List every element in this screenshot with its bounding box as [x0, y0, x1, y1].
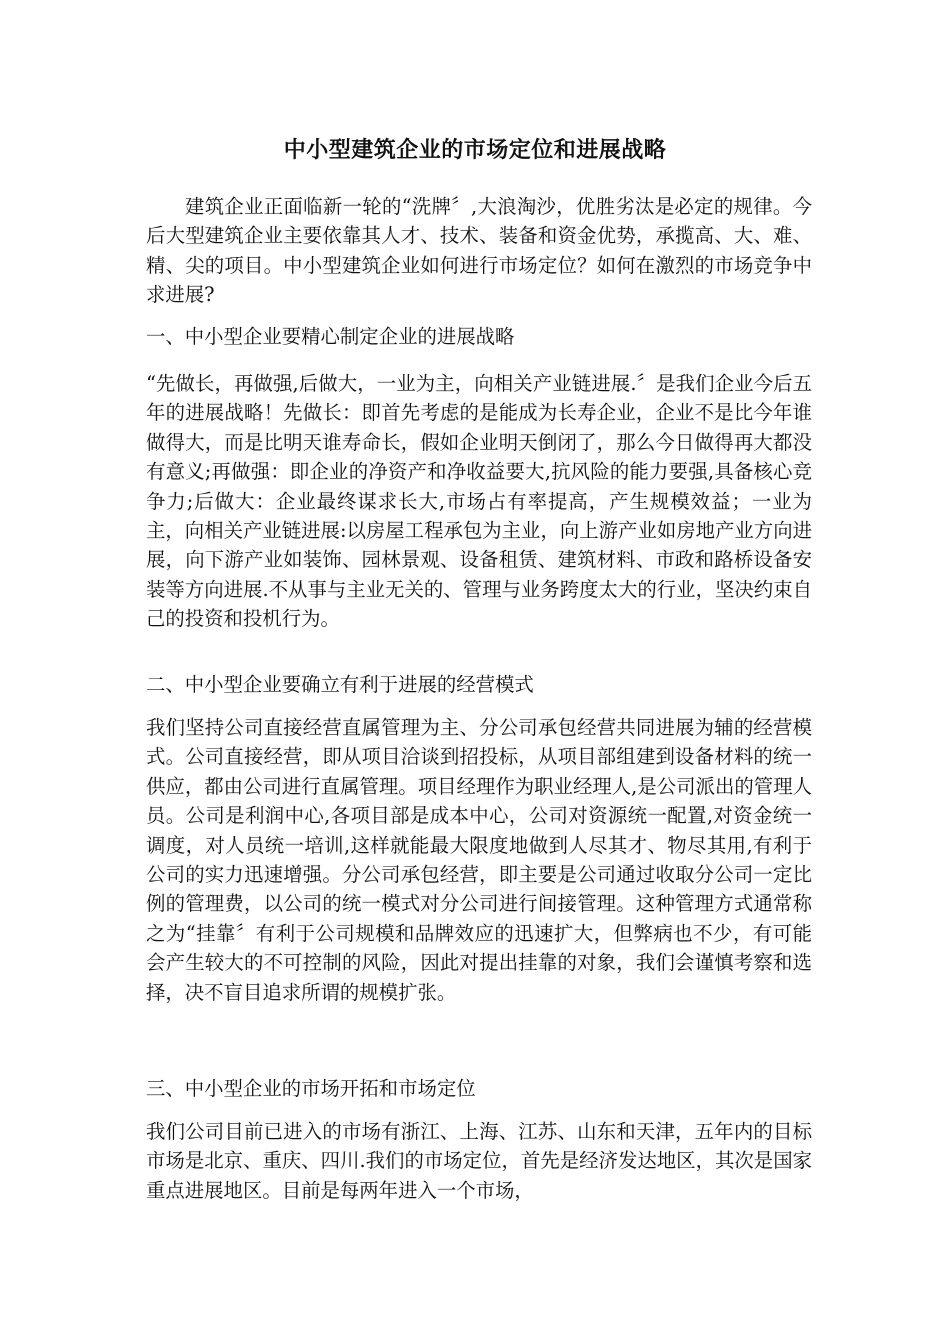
- document-title: 中小型建筑企业的市场定位和进展战略: [283, 137, 667, 163]
- section-2-heading: 二、中小型企业要确立有利于进展的经营模式: [146, 673, 534, 696]
- section-1-heading: 一、中小型企业要精心制定企业的进展战略: [146, 325, 515, 348]
- section-3-heading: 三、中小型企业的市场开拓和市场定位: [146, 1077, 476, 1100]
- section-1-paragraph: “先做长，再做强,后做大，一业为主，向相关产业链进展.〞是我们企业今后五年的进展战略！先做长：即首先考虑的是能成为长寿企业，企业不是比今年谁做得大，而是比明天谁寿命长，假如企业明天倒闭了，那么今日做得再大都没有意义;再做强：即企业的净资产和净收益要大,抗风险的能力要强,具备核心竞争力;后做大：企业最终谋求长大,市场占有率提高，产生规模效益；一业为主，向相关产业链进展:以房屋工程承包为主业，向上游产业如房地产业方向进展，向下游产业如装饰、园林景观、设备租赁、建筑材料、市政和路桥设备安装等方向进展.不从事与主业无关的、管理与业务跨度太大的行业，坚决约束自己的投资和投机行为。: [146, 372, 812, 631]
- section-2-paragraph: 我们坚持公司直接经营直属管理为主、分公司承包经营共同进展为辅的经营模式。公司直接经营，即从项目洽谈到招投标，从项目部组建到设备材料的统一供应，都由公司进行直属管理。项目经理作为职业经理人,是公司派出的管理人员。公司是利润中心,各项目部是成本中心，公司对资源统一配置,对资金统一调度，对人员统一培训,这样就能最大限度地做到人尽其才、物尽其用,有利于公司的实力迅速增强。分公司承包经营，即主要是公司通过收取分公司一定比例的管理费，以公司的统一模式对分公司进行间接管理。这种管理方式通常称之为“挂靠〞有利于公司规模和品牌效应的迅速扩大，但弊病也不少，有可能会产生较大的不可控制的风险，因此对提出挂靠的对象，我们会谨慎考察和选择，决不盲目追求所谓的规模扩张。: [146, 716, 812, 1004]
- section-3-paragraph: 我们公司目前已进入的市场有浙江、上海、江苏、山东和天津，五年内的目标市场是北京、重庆、四川.我们的市场定位，首先是经济发达地区，其次是国家重点进展地区。目前是每两年进入一个市场，: [146, 1120, 812, 1202]
- intro-paragraph: 建筑企业正面临新一轮的“洗牌〞,大浪淘沙，优胜劣汰是必定的规律。今后大型建筑企业主要依靠其人才、技术、装备和资金优势，承揽高、大、难、精、尖的项目。中小型建筑企业如何进行市场定位？如何在激烈的市场竞争中求进展?: [146, 195, 812, 307]
